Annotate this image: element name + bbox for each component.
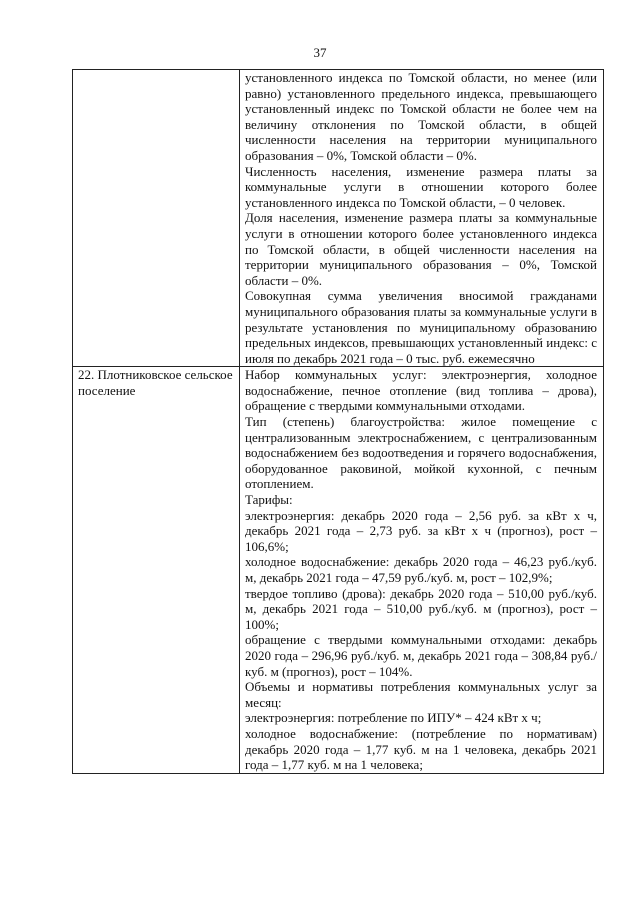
page-number: 37 (313, 45, 327, 60)
paragraph: Набор коммунальных услуг: электроэнергия, холодное водоснабжение, печное отопление (вид топлива – дрова), обращение с твердыми коммунальными отходами. (245, 367, 597, 414)
municipality-name-cell: 22. Плотниковское сельское поселение (73, 367, 240, 773)
paragraph: Численность населения, изменение размера платы за коммунальные услуги в отношении которого более установленного индекса по Томской области, – 0 человек. (245, 163, 597, 210)
paragraph: установленного индекса по Томской области, но менее (или равно) установленного предельного индекса, превышающего установленный индекс по Томской области не более чем на величину отклонения по Томской области, в общей численности населения на территории муниципального образования – 0%, Томской области – 0%. (245, 70, 597, 163)
paragraph: Тарифы: (245, 492, 293, 508)
paragraph: Тип (степень) благоустройства: жилое помещение с централизованным электроснабжением, с централизованным водоснабжением без водоотведения и горячего водоснабжения, оборудованное раковиной, мойкой кухонной, с печным отоплением. (245, 414, 597, 492)
paragraph: Совокупная сумма увеличения вносимой гражданами муниципального образования платы за коммунальные услуги в результате установления по муниципальному образованию предельных индексов, превышающих установленный индекс: с июля по декабрь 2021 года – 0 тыс. руб. ежемесячно (245, 288, 597, 366)
description-cell (240, 367, 604, 773)
paragraph: твердое топливо (дрова): декабрь 2020 года – 510,00 руб./куб. м, декабрь 2021 года – 510,00 руб./куб. м (прогноз), рост – 100%; (245, 585, 597, 632)
paragraph: Объемы и нормативы потребления коммунальных услуг за месяц: (245, 679, 597, 710)
table-row (73, 70, 604, 367)
paragraph: электроэнергия: декабрь 2020 года – 2,56 руб. за кВт х ч, декабрь 2021 года – 2,73 руб. за кВт х ч (прогноз), рост – 106,6%; (245, 507, 597, 554)
paragraph: электроэнергия: потребление по ИПУ* – 424 кВт х ч; (245, 710, 542, 726)
paragraph: холодное водоснабжение: (потребление по нормативам) декабрь 2020 года – 1,77 куб. м на 1 человека, декабрь 2021 года – 1,77 куб. м на 1 человека; (245, 725, 597, 773)
paragraph: обращение с твердыми коммунальными отходами: декабрь 2020 года – 296,96 руб./куб. м, декабрь 2021 года – 308,84 руб./куб. м (прогноз), рост – 104%. (245, 632, 597, 679)
municipality-name-cell (73, 70, 240, 367)
description-cell (240, 70, 604, 367)
paragraph: холодное водоснабжение: декабрь 2020 года – 46,23 руб./куб. м, декабрь 2021 года – 47,59 руб./куб. м, рост – 102,9%; (245, 554, 597, 585)
table-row (73, 367, 604, 773)
paragraph: Доля населения, изменение размера платы за коммунальные услуги в отношении которого более установленного индекса по Томской области, в общей численности населения на территории муниципального образования – 0%, Томской области – 0%. (245, 210, 597, 288)
municipal-table (72, 69, 604, 774)
